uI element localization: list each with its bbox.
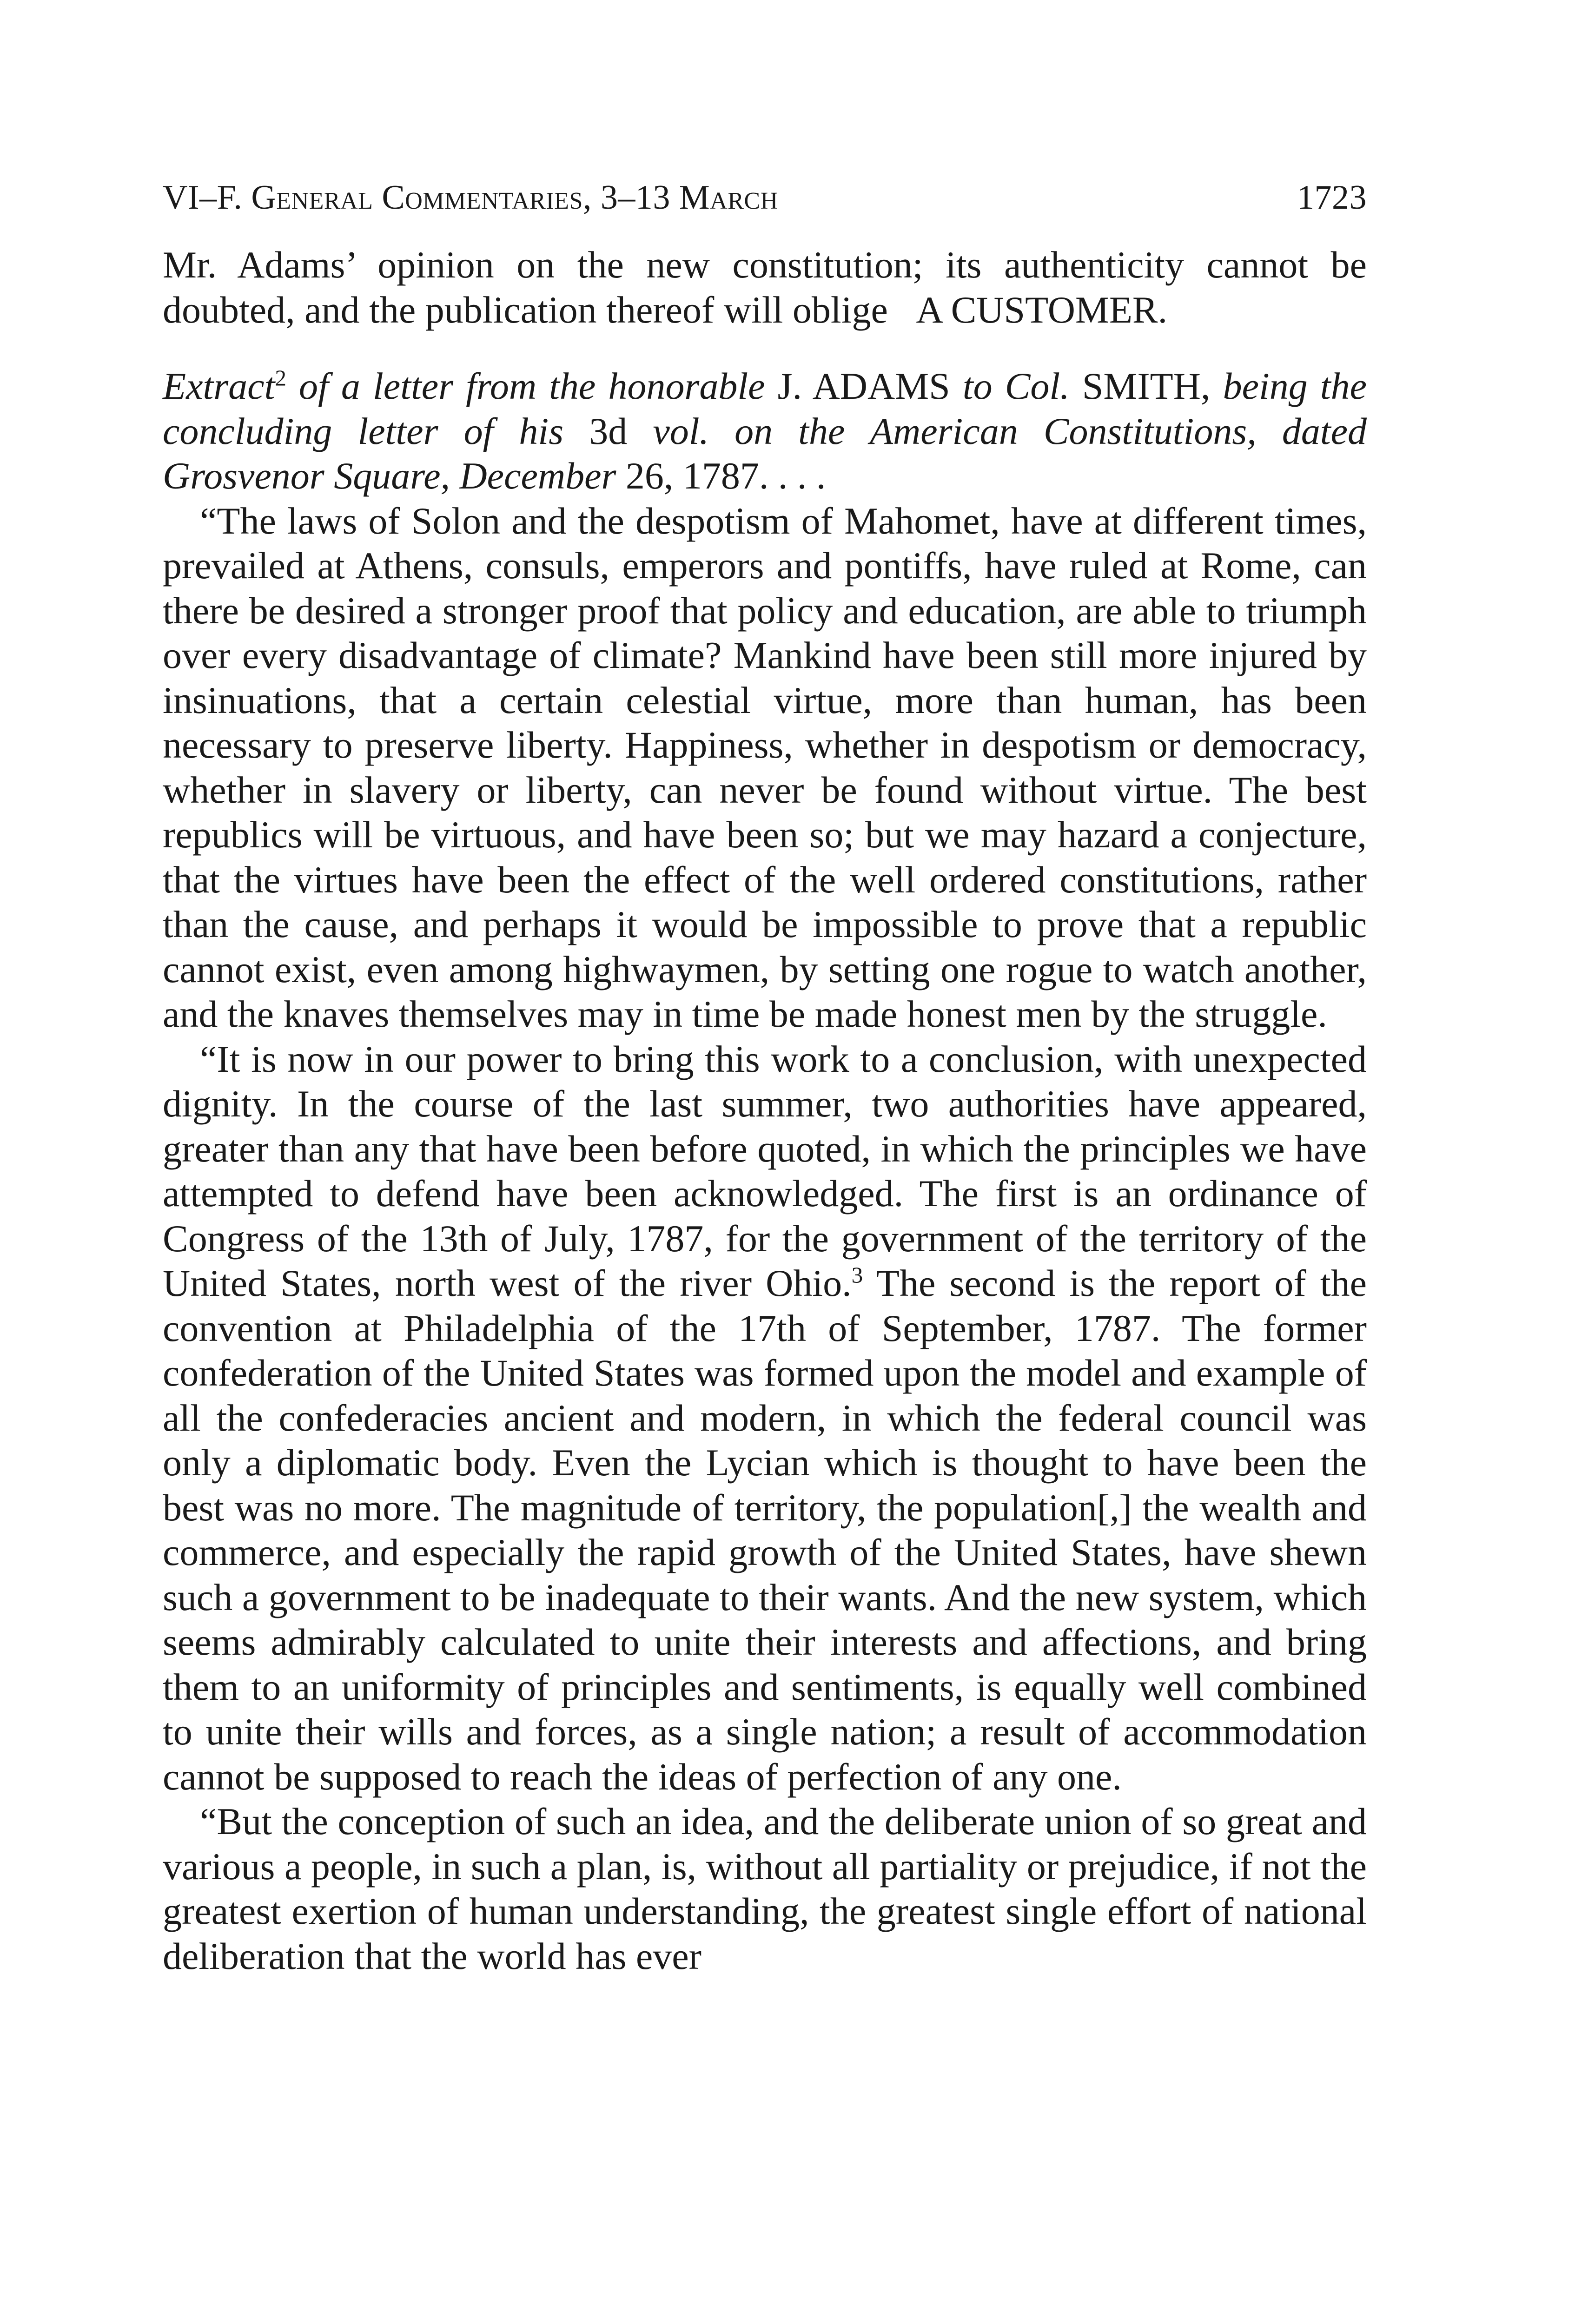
paragraph-3: “But the conception of such an idea, and the deliberate union of so great and various a people, in such a plan, is, without all partiality or prejudice, if not the greatest exertion of human understanding, the greatest single effort of national deliberation that the world has ever xyxy=(163,1800,1367,1977)
extract-author: J. ADAMS xyxy=(777,365,950,407)
opening-text: Mr. Adams’ opinion on the new constitution; its authenticity cannot be doubted, and the publication thereof will oblige xyxy=(163,244,1367,331)
paragraph-1: “The laws of Solon and the despotism of Mahomet, have at different times, prevailed at Athens, consuls, emperors and pontiffs, have ruled at Rome, can there be desired a stronger proof that policy and education, are able to triumph over every disadvantage of climate? Mankind have been still more injured by insinuations, that a certain celestial virtue, more than human, has been necessary to preserve liberty. Happiness, whether in despotism or democracy, whether in slavery or liberty, can never be found without virtue. The best republics will be virtuous, and have been so; but we may hazard a conjecture, that the virtues have been the effect of the well ordered constitutions, rather than the cause, and perhaps it would be impossible to prove that a republic cannot exist, even among highwaymen, by setting one rogue to watch another, and the knaves themselves may in time be made honest men by the struggle. xyxy=(163,499,1367,1035)
signature: A CUSTOMER. xyxy=(916,288,1168,331)
body-text xyxy=(163,243,1367,1979)
extract-intro: of a letter from the honorable xyxy=(286,365,765,407)
page-number: 1723 xyxy=(1297,178,1367,217)
extract-recipient: SMITH, xyxy=(1082,365,1211,407)
paragraph-2 xyxy=(163,1037,1367,1800)
extract-word: Extract xyxy=(163,365,275,407)
footnote-ref-3: 3 xyxy=(851,1262,863,1288)
running-head xyxy=(163,177,1367,218)
extract-to: to Col. xyxy=(950,365,1070,407)
running-title: VI–F. General Commentaries, 3–13 March xyxy=(163,178,778,217)
extract-rest2: vol. on the American Constitutions, dated Grosvenor Square, December xyxy=(163,409,1367,497)
paragraph-2-part-b: The second is the report of the convention at Philadelphia of the 17th of September, 1787. The former confederation of the United States was formed upon the model and example of all the confederacies ancient and modern, in which the federal council was only a diplomatic body. Even the Lycian which is thought to have been the best was no more. The magnitude of territory, the population[,] the wealth and commerce, and especially the rapid growth of the United States, have shewn such a government to be inadequate to their wants. And the new system, which seems admirably calculated to unite their interests and affections, and bring them to an uniformity of principles and sentiments, is equally well combined to unite their wills and forces, as a single nation; a result of accommodation cannot be supposed to reach the ideas of perfection of any one. xyxy=(163,1262,1367,1798)
document-page xyxy=(163,177,1367,1979)
footnote-ref-2: 2 xyxy=(275,365,286,391)
extract-date: 26, 1787. . . . xyxy=(625,455,826,497)
opening-paragraph xyxy=(163,243,1367,332)
extract-volume: 3d xyxy=(589,409,628,452)
extract-rest: being the concluding letter of his xyxy=(163,365,1367,452)
paragraph-2-part-a: “It is now in our power to bring this work to a conclusion, with unexpected dignity. In the course of the last summer, two authorities have appeared, greater than any that have been before quoted, in which the principles we have attempted to defend have been acknowledged. The first is an ordinance of Congress of the 13th of July, 1787, for the government of the territory of the United States, north west of the river Ohio. xyxy=(163,1037,1367,1304)
extract-heading xyxy=(163,364,1367,499)
